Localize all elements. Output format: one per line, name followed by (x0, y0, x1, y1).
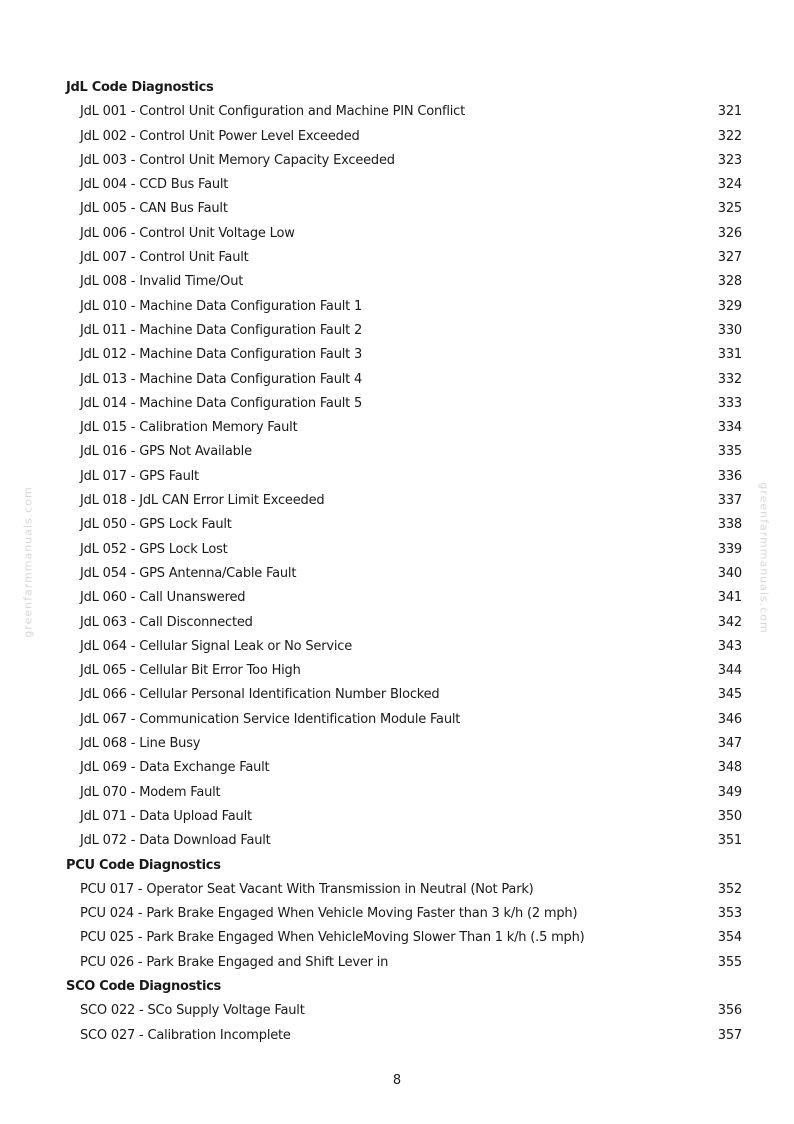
section-heading: PCU Code Diagnostics (66, 857, 221, 873)
watermark-left: greenfarmmanuals.com (21, 486, 35, 638)
toc-entry[interactable] (66, 562, 742, 586)
toc-entry-page: 327 (717, 250, 742, 266)
toc-entry-label: JdL 054 - GPS Antenna/Cable Fault (80, 565, 297, 581)
toc-entry-page: 331 (717, 347, 742, 363)
toc-entry-page: 353 (717, 906, 742, 922)
toc-entry-page: 351 (717, 833, 742, 849)
toc-entry[interactable] (66, 708, 742, 732)
toc-entry-page: 329 (717, 298, 742, 314)
toc-entry-label: PCU 025 - Park Brake Engaged When VehicleMoving Slower Than 1 k/h (.5 mph) (80, 930, 585, 946)
toc-entry-label: JdL 071 - Data Upload Fault (80, 808, 252, 824)
toc-entry[interactable] (66, 173, 742, 197)
toc-entry-page: 330 (717, 322, 742, 338)
toc-entry-page: 332 (717, 371, 742, 387)
table-of-contents (66, 76, 742, 1048)
toc-entry-label: JdL 068 - Line Busy (80, 736, 201, 752)
toc-entry[interactable] (66, 368, 742, 392)
toc-entry-page: 334 (717, 420, 742, 436)
toc-entry-page: 352 (717, 881, 742, 897)
toc-entry-page: 328 (717, 274, 742, 290)
toc-entry[interactable] (66, 635, 742, 659)
toc-entry-label: JdL 003 - Control Unit Memory Capacity Exceeded (80, 152, 395, 168)
toc-entry-page: 339 (717, 541, 742, 557)
toc-entry-page: 342 (717, 614, 742, 630)
toc-entry-label: PCU 026 - Park Brake Engaged and Shift Lever in (80, 954, 389, 970)
toc-entry[interactable] (66, 611, 742, 635)
toc-entry-page: 337 (717, 493, 742, 509)
toc-entry[interactable] (66, 756, 742, 780)
toc-entry[interactable] (66, 465, 742, 489)
toc-entry-page: 348 (717, 760, 742, 776)
toc-entry[interactable] (66, 951, 742, 975)
toc-entry-page: 355 (717, 954, 742, 970)
toc-entry-page: 346 (717, 711, 742, 727)
toc-entry-label: JdL 018 - JdL CAN Error Limit Exceeded (80, 493, 325, 509)
toc-entry-label: JdL 008 - Invalid Time/Out (80, 274, 244, 290)
toc-entry-label: JdL 069 - Data Exchange Fault (80, 760, 270, 776)
toc-entry[interactable] (66, 902, 742, 926)
toc-entry-label: JdL 012 - Machine Data Configuration Fault 3 (80, 347, 363, 363)
toc-entry-label: JdL 060 - Call Unanswered (80, 590, 246, 606)
toc-entry[interactable] (66, 222, 742, 246)
toc-entry-page: 357 (717, 1027, 742, 1043)
page-number: 8 (392, 1073, 402, 1088)
toc-entry[interactable] (66, 295, 742, 319)
toc-entry[interactable] (66, 100, 742, 124)
toc-entry-label: JdL 014 - Machine Data Configuration Fault 5 (80, 395, 363, 411)
toc-entry-page: 335 (717, 444, 742, 460)
toc-entry-label: JdL 013 - Machine Data Configuration Fault 4 (80, 371, 363, 387)
toc-entry-label: JdL 050 - GPS Lock Fault (80, 517, 232, 533)
toc-entry[interactable] (66, 392, 742, 416)
toc-entry[interactable] (66, 197, 742, 221)
toc-entry[interactable] (66, 586, 742, 610)
toc-entry-page: 325 (717, 201, 742, 217)
section-heading: JdL Code Diagnostics (66, 80, 214, 95)
toc-entry[interactable] (66, 246, 742, 270)
toc-entry[interactable] (66, 829, 742, 853)
toc-entry-label: JdL 006 - Control Unit Voltage Low (80, 225, 295, 241)
toc-entry-page: 324 (717, 177, 742, 193)
toc-entry-page: 349 (717, 784, 742, 800)
toc-entry-page: 350 (717, 808, 742, 824)
toc-entry-label: JdL 067 - Communication Service Identification Module Fault (80, 711, 461, 727)
toc-entry-label: JdL 017 - GPS Fault (80, 468, 199, 484)
toc-entry-label: JdL 064 - Cellular Signal Leak or No Service (80, 638, 353, 654)
toc-entry-page: 341 (717, 590, 742, 606)
toc-entry[interactable] (66, 440, 742, 464)
toc-entry-page: 336 (717, 468, 742, 484)
toc-entry-label: PCU 024 - Park Brake Engaged When Vehicle Moving Faster than 3 k/h (2 mph) (80, 906, 578, 922)
toc-entry-page: 326 (717, 225, 742, 241)
toc-entry-label: SCO 027 - Calibration Incomplete (80, 1027, 291, 1043)
toc-entry[interactable] (66, 659, 742, 683)
toc-entry[interactable] (66, 125, 742, 149)
toc-entry-page: 347 (717, 736, 742, 752)
toc-entry-label: JdL 004 - CCD Bus Fault (80, 177, 229, 193)
toc-entry-page: 322 (717, 128, 742, 144)
toc-entry-label: SCO 022 - SCo Supply Voltage Fault (80, 1003, 305, 1019)
toc-entry-label: JdL 015 - Calibration Memory Fault (80, 420, 298, 436)
toc-entry[interactable] (66, 878, 742, 902)
toc-entry-label: JdL 066 - Cellular Personal Identification Number Blocked (80, 687, 440, 703)
toc-entry-page: 345 (717, 687, 742, 703)
toc-entry[interactable] (66, 319, 742, 343)
toc-entry[interactable] (66, 270, 742, 294)
toc-entry-page: 343 (717, 638, 742, 654)
toc-entry-label: JdL 007 - Control Unit Fault (80, 250, 249, 266)
toc-entry-page: 340 (717, 565, 742, 581)
toc-entry-label: JdL 065 - Cellular Bit Error Too High (80, 663, 301, 679)
toc-entry-label: PCU 017 - Operator Seat Vacant With Transmission in Neutral (Not Park) (80, 881, 534, 897)
toc-entry[interactable] (66, 416, 742, 440)
toc-entry-label: JdL 010 - Machine Data Configuration Fault 1 (80, 298, 363, 314)
toc-entry-label: JdL 002 - Control Unit Power Level Exceeded (80, 128, 360, 144)
toc-entry[interactable] (66, 805, 742, 829)
toc-entry-label: JdL 052 - GPS Lock Lost (80, 541, 228, 557)
toc-entry-page: 344 (717, 663, 742, 679)
toc-entry-label: JdL 070 - Modem Fault (80, 784, 221, 800)
toc-entry[interactable] (66, 513, 742, 537)
toc-entry[interactable] (66, 732, 742, 756)
toc-entry[interactable] (66, 683, 742, 707)
toc-entry-page: 323 (717, 152, 742, 168)
toc-entry-label: JdL 005 - CAN Bus Fault (80, 201, 228, 217)
toc-entry-label: JdL 072 - Data Download Fault (80, 833, 271, 849)
toc-entry[interactable] (66, 149, 742, 173)
section-heading: SCO Code Diagnostics (66, 978, 221, 994)
toc-entry[interactable] (66, 1024, 742, 1048)
toc-entry[interactable] (66, 781, 742, 805)
toc-entry-page: 354 (717, 930, 742, 946)
toc-entry-page: 338 (717, 517, 742, 533)
toc-entry-label: JdL 016 - GPS Not Available (80, 444, 252, 460)
toc-entry[interactable] (66, 343, 742, 367)
toc-entry-label: JdL 001 - Control Unit Configuration and Machine PIN Conflict (80, 104, 466, 120)
toc-entry[interactable] (66, 489, 742, 513)
toc-entry-label: JdL 011 - Machine Data Configuration Fault 2 (80, 322, 363, 338)
toc-entry-page: 356 (717, 1003, 742, 1019)
toc-entry-page: 321 (717, 104, 742, 120)
toc-entry[interactable] (66, 926, 742, 950)
toc-entry[interactable] (66, 538, 742, 562)
toc-entry-label: JdL 063 - Call Disconnected (80, 614, 253, 630)
toc-entry[interactable] (66, 999, 742, 1023)
watermark-right: greenfarmmanuals.com (757, 482, 771, 634)
toc-entry-page: 333 (717, 395, 742, 411)
